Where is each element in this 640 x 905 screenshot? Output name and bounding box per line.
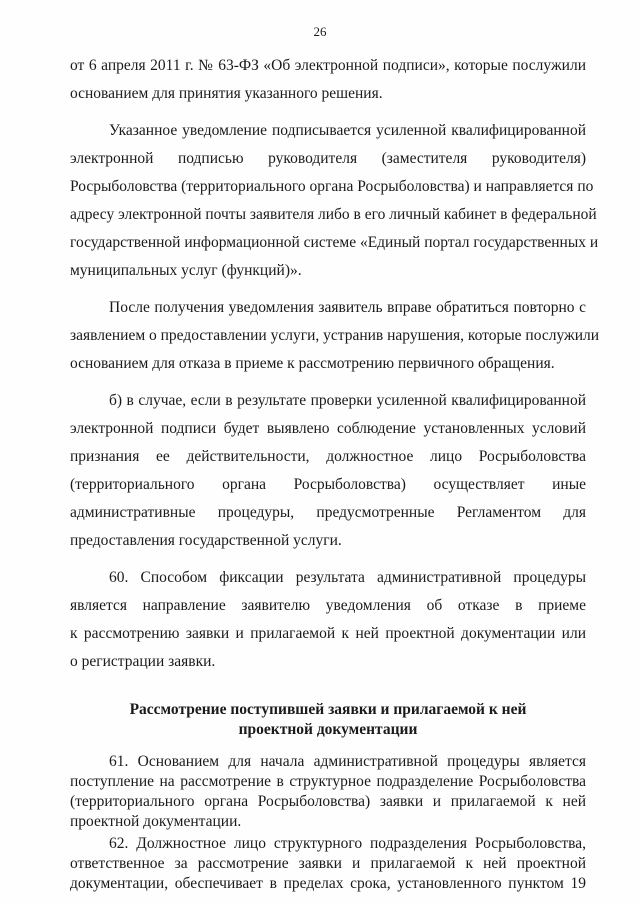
text-line: признания ее действительности, должностное лицо Росрыболовства [70, 448, 586, 465]
text-line: административные процедуры, предусмотренные Регламентом для [70, 504, 586, 521]
text-line: 60. Способом фиксации результата административной процедуры [109, 569, 586, 586]
text-line: электронной подписи будет выявлено соблюдение установленных условий [70, 420, 586, 437]
text-line: государственной информационной системе «Единый портал государственных и [70, 234, 599, 251]
text-line: поступление на рассмотрение в структурное подразделение Росрыболовства [70, 773, 586, 790]
text-line: заявлением о предоставлении услуги, устранив нарушения, которые послужили [70, 327, 600, 344]
text-line: адресу электронной почты заявителя либо в его личный кабинет в федеральной [70, 206, 597, 223]
section-heading-line: Рассмотрение поступившей заявки и прилагаемой к ней [129, 701, 527, 718]
page-number: 26 [313, 24, 327, 39]
text-line: Росрыболовства (территориального органа Росрыболовства) и направляется по [70, 178, 594, 195]
text-line: основанием для отказа в приеме к рассмотрению первичного обращения. [70, 355, 555, 372]
text-line: муниципальных услуг (функций)». [70, 262, 302, 279]
text-line: После получения уведомления заявитель вправе обратиться повторно с [109, 299, 586, 316]
text-line: 61. Основанием для начала административной процедуры является [109, 753, 586, 770]
text-line: ответственное за рассмотрение заявки и прилагаемой к ней проектной [70, 855, 586, 872]
text-line: электронной подписью руководителя (заместителя руководителя) [70, 150, 586, 167]
text-line: к рассмотрению заявки и прилагаемой к ней проектной документации или [70, 625, 586, 642]
text-line: проектной документации. [70, 813, 242, 830]
text-line: (территориального органа Росрыболовства) заявки и прилагаемой к ней [70, 793, 586, 810]
text-line: от 6 апреля 2011 г. № 63-ФЗ «Об электронной подписи», которые послужили [70, 57, 586, 74]
section-heading-line: проектной документации [238, 721, 418, 738]
text-line: основанием для принятия указанного решения. [70, 85, 383, 102]
text-line: о регистрации заявки. [70, 653, 216, 670]
text-line: Указанное уведомление подписывается усиленной квалифицированной [109, 122, 586, 139]
text-line: б) в случае, если в результате проверки усиленной квалифицированной [109, 392, 586, 409]
text-line: документации, обеспечивает в пределах срока, установленного пунктом 19 [70, 875, 586, 892]
text-line: 62. Должностное лицо структурного подразделения Росрыболовства, [109, 835, 586, 852]
text-line: является направление заявителю уведомления об отказе в приеме [70, 597, 586, 614]
text-line: (территориального органа Росрыболовства) осуществляет иные [70, 476, 586, 493]
text-line: предоставления государственной услуги. [70, 532, 342, 549]
